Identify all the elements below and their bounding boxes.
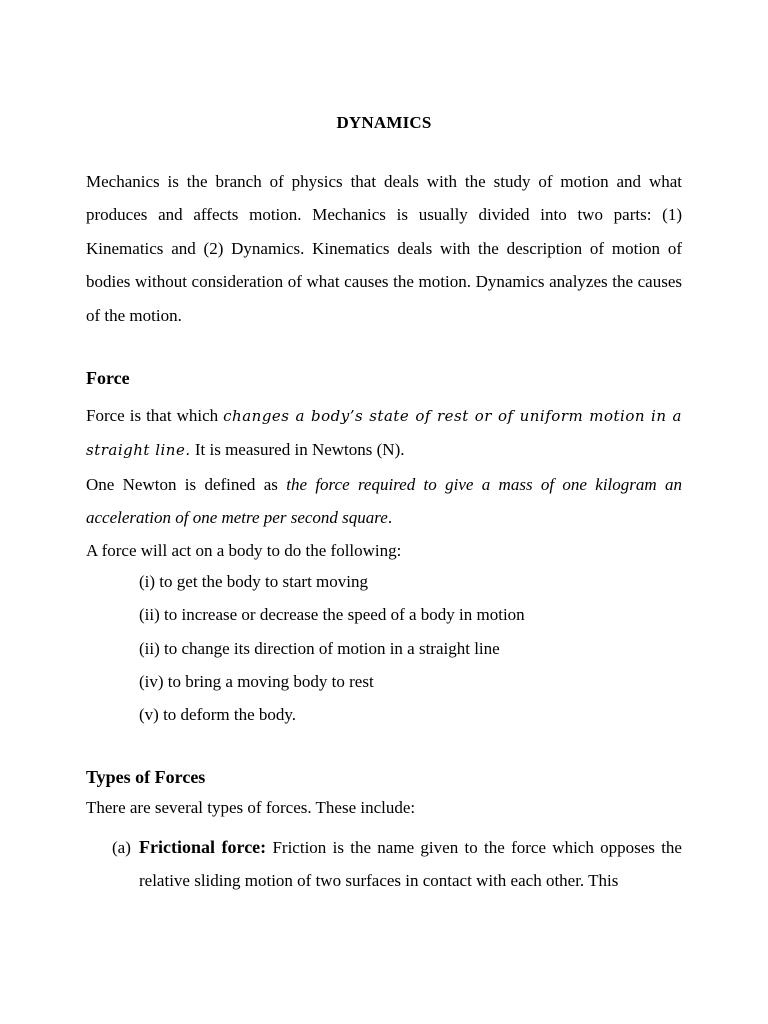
types-heading: Types of Forces [86,767,206,787]
force-list-intro: A force will act on a body to do the following: [86,541,402,561]
newton-definition [86,468,682,535]
force-definition [86,399,682,468]
item-body [139,831,682,898]
item-term: Frictional force: [139,837,267,857]
list-item: (i) to get the body to start moving [139,572,368,591]
list-item: (ii) to change its direction of motion in a straight line [139,638,500,658]
list-item: (v) to deform the body. [139,705,297,725]
item-text: Friction is the name given to the force which opposes the relative sliding motion of two surfaces in contact with each other. This [139,838,682,891]
item-marker: (a) [112,838,131,857]
types-intro: There are several types of forces. These include: [86,798,416,817]
intro-paragraph: Mechanics is the branch of physics that deals with the study of motion and what produces and affects motion. Mechanics is usually divided into two parts: (1) Kinematics and (2) Dynamics. Kinematics deals with the description of motion of bodies without consideration of what causes the motion. Dynamics analyzes the causes of the motion. [86,172,682,325]
page-title: DYNAMICS [336,113,432,132]
force-definition-pre: Force is that which [86,406,224,425]
newton-definition-pre: One Newton is defined as [86,474,287,494]
force-body [86,399,682,567]
force-heading: Force [86,368,130,388]
force-definition-post: It is measured in Newtons (N). [190,440,405,460]
force-definition-italic: changes a body’s state of rest or of uniform motion in a straight line. [86,407,682,460]
list-item: (ii) to increase or decrease the speed of a body in motion [139,605,525,625]
force-effects-list [139,565,525,731]
list-item: (iv) to bring a moving body to rest [139,671,374,691]
newton-definition-italic: the force required to give a mass of one kilogram an acceleration of one metre per second square [86,474,682,527]
newton-definition-post: . [387,507,393,527]
